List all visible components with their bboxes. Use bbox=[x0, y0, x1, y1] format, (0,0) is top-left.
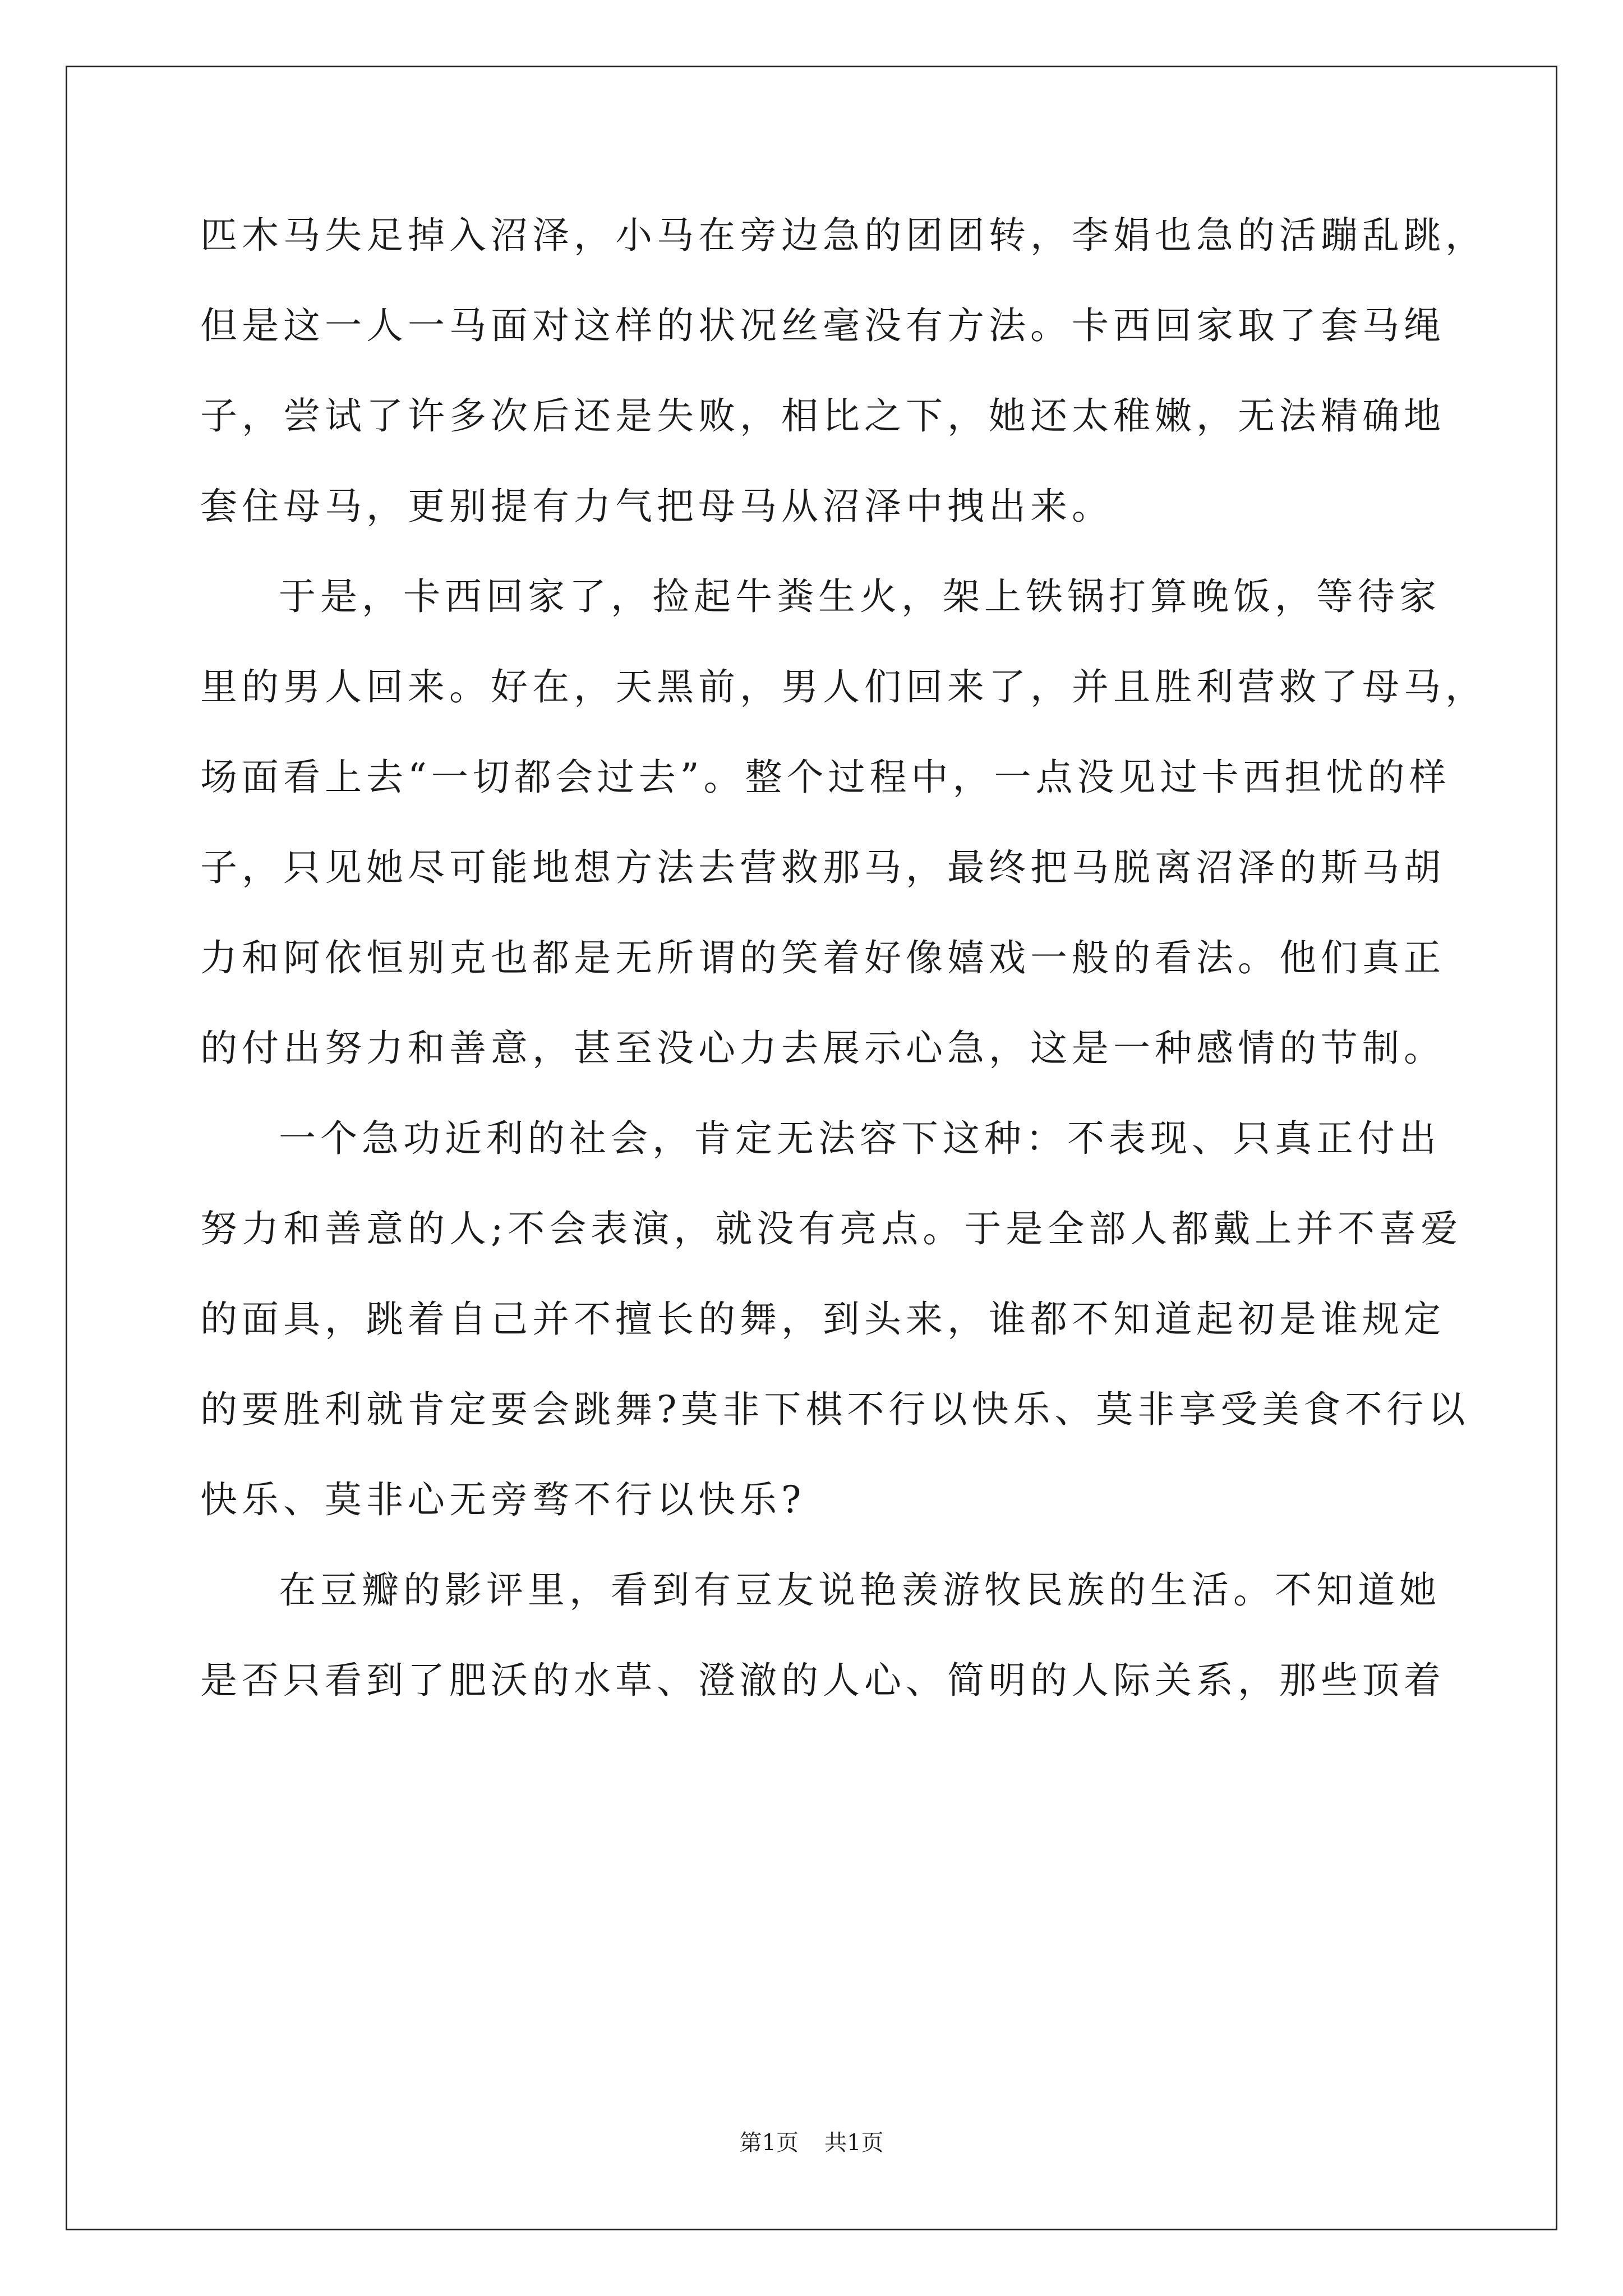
page-footer bbox=[0, 2129, 1623, 2157]
text-line-10: 的付出努力和善意，甚至没心力去展示心急，这是一种感情的节制。 bbox=[200, 1027, 1445, 1070]
total-pages: 共1页 bbox=[824, 2130, 884, 2156]
text-line-1: 匹木马失足掉入沼泽，小马在旁边急的团团转，李娟也急的活蹦乱跳， bbox=[200, 214, 1487, 257]
text-line-9: 力和阿依恒别克也都是无所谓的笑着好像嬉戏一般的看法。他们真正 bbox=[200, 936, 1445, 979]
text-line-17: 是否只看到了肥沃的水草、澄澈的人心、简明的人际关系，那些顶着 bbox=[200, 1659, 1445, 1702]
text-line-2: 但是这一人一马面对这样的状况丝毫没有方法。卡西回家取了套马绳 bbox=[200, 304, 1445, 347]
text-line-12: 努力和善意的人;不会表演，就没有亮点。于是全部人都戴上并不喜爱 bbox=[200, 1207, 1463, 1250]
text-line-15: 快乐、莫非心无旁骛不行以快乐? bbox=[200, 1478, 806, 1521]
text-line-14: 的要胜利就肯定要会跳舞?莫非下棋不行以快乐、莫非享受美食不行以 bbox=[200, 1388, 1470, 1431]
text-line-7: 场面看上去“一切都会过去”。整个过程中，一点没见过卡西担忧的样 bbox=[200, 756, 1451, 799]
text-line-13: 的面具，跳着自己并不擅长的舞，到头来，谁都不知道起初是谁规定 bbox=[200, 1297, 1445, 1341]
text-line-3: 子，尝试了许多次后还是失败，相比之下，她还太稚嫩，无法精确地 bbox=[200, 394, 1445, 438]
paragraph-start-line-11: 一个急功近利的社会，肯定无法容下这种：不表现、只真正付出 bbox=[279, 1117, 1441, 1160]
text-line-4: 套住母马，更别提有力气把母马从沼泽中拽出来。 bbox=[200, 485, 1113, 528]
text-line-6: 里的男人回来。好在，天黑前，男人们回来了，并且胜利营救了母马， bbox=[200, 665, 1487, 708]
page-number: 第1页 bbox=[739, 2130, 799, 2156]
paragraph-start-line-16: 在豆瓣的影评里，看到有豆友说艳羡游牧民族的生活。不知道她 bbox=[279, 1568, 1441, 1612]
text-line-8: 子，只见她尽可能地想方法去营救那马，最终把马脱离沼泽的斯马胡 bbox=[200, 846, 1445, 889]
paragraph-start-line-5: 于是，卡西回家了，捡起牛粪生火，架上铁锅打算晚饭，等待家 bbox=[279, 575, 1441, 618]
